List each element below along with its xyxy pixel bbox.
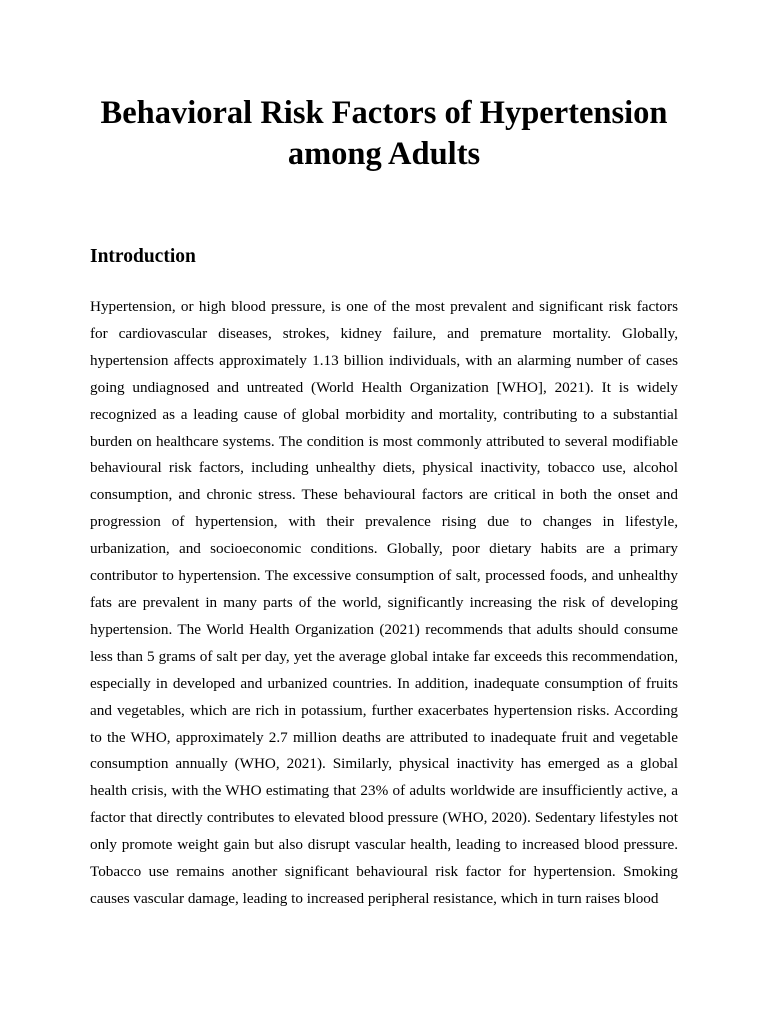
introduction-paragraph: Hypertension, or high blood pressure, is one of the most prevalent and significant risk factors for cardiovascular diseases, strokes, kidney failure, and premature mortality. Globally, hypertension affects approximately 1.13 billion individuals, with an alarming number of cases going undiagnosed and untreated (World Health Organization [WHO], 2021). It is widely recognized as a leading cause of global morbidity and mortality, contributing to a substantial burden on healthcare systems. The condition is most commonly attributed to several modifiable behavioural risk factors, including unhealthy diets, physical inactivity, tobacco use, alcohol consumption, and chronic stress. These behavioural factors are critical in both the onset and progression of hypertension, with their prevalence rising due to changes in lifestyle, urbanization, and socioeconomic conditions. Globally, poor dietary habits are a primary contributor to hypertension. The excessive consumption of salt, processed foods, and unhealthy fats are prevalent in many parts of the world, significantly increasing the risk of developing hypertension. The World Health Organization (2021) recommends that adults should consume less than 5 grams of salt per day, yet the average global intake far exceeds this recommendation, especially in developed and urbanized countries. In addition, inadequate consumption of fruits and vegetables, which are rich in potassium, further exacerbates hypertension risks. According to the WHO, approximately 2.7 million deaths are attributed to inadequate fruit and vegetable consumption annually (WHO, 2021). Similarly, physical inactivity has emerged as a global health crisis, with the WHO estimating that 23% of adults worldwide are insufficiently active, a factor that directly contributes to elevated blood pressure (WHO, 2020). Sedentary lifestyles not only promote weight gain but also disrupt vascular health, leading to increased blood pressure. Tobacco use remains another significant behavioural risk factor for hypertension. Smoking causes vascular damage, leading to increased peripheral resistance, which in turn raises blood [90, 298, 678, 907]
document-title-line-1: Behavioral Risk Factors of Hypertension [100, 95, 668, 131]
document-title-line-2: among Adults [287, 136, 481, 172]
section-heading-introduction: Introduction [90, 246, 196, 267]
document-title [60, 93, 708, 175]
